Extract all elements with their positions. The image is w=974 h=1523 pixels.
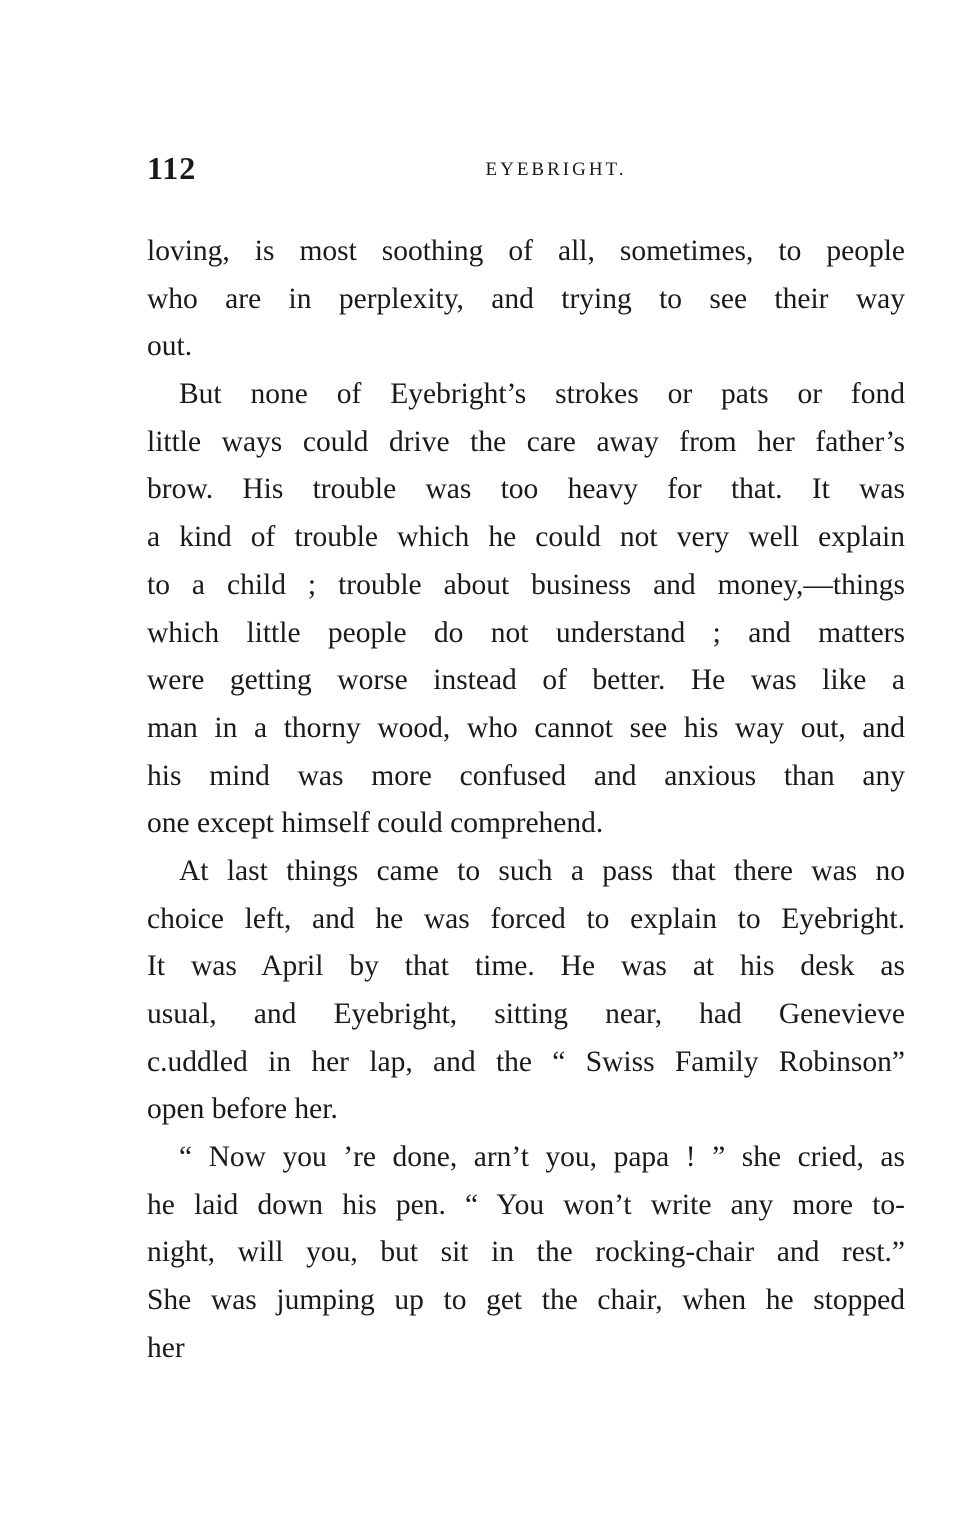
text-line: brow. His trouble was too heavy for that. It was bbox=[147, 473, 905, 506]
text-line: who are in perplexity, and trying to see their way bbox=[147, 282, 905, 315]
page-number: 112 bbox=[147, 150, 197, 186]
text-line: She was jumping up to get the chair, when he stopped bbox=[147, 1284, 905, 1317]
text-line: It was April by that time. He was at his desk as bbox=[147, 950, 905, 983]
text-line: which little people do not understand ; and matters bbox=[147, 616, 905, 649]
text-line: “ Now you ’re done, arn’t you, papa ! ” she cried, as bbox=[179, 1141, 905, 1174]
text-line: man in a thorny wood, who cannot see his way out, and bbox=[147, 711, 905, 744]
text-line: open before her. bbox=[147, 1093, 338, 1126]
text-line: one except himself could comprehend. bbox=[147, 807, 604, 840]
running-title: EYEBRIGHT. bbox=[485, 159, 627, 180]
text-line: he laid down his pen. “ You won’t write any more to- bbox=[147, 1188, 905, 1221]
text-line: night, will you, but sit in the rocking-chair and rest.” bbox=[147, 1236, 905, 1269]
text-line: little ways could drive the care away from her father’s bbox=[147, 425, 905, 458]
text-line: usual, and Eyebright, sitting near, had Genevieve bbox=[147, 998, 905, 1030]
text-line: c.uddled in her lap, and the “ Swiss Family Robinson” bbox=[147, 1045, 905, 1078]
text-line: But none of Eyebright’s strokes or pats or fond bbox=[179, 378, 905, 411]
page-header bbox=[147, 148, 905, 188]
text-line: choice left, and he was forced to explain to Eyebright. bbox=[147, 902, 905, 935]
text-line: a kind of trouble which he could not very well explain bbox=[147, 521, 905, 554]
text-line: loving, is most soothing of all, sometimes, to people bbox=[147, 235, 905, 267]
text-line: At last things came to such a pass that there was no bbox=[179, 854, 905, 887]
text-line: out. bbox=[147, 330, 193, 363]
text-line: her bbox=[147, 1331, 185, 1364]
text-line: to a child ; trouble about business and money,—things bbox=[147, 568, 905, 601]
body-text bbox=[147, 228, 905, 1373]
text-line: his mind was more confused and anxious than any bbox=[147, 759, 905, 792]
text-line: were getting worse instead of better. He was like a bbox=[147, 664, 905, 697]
